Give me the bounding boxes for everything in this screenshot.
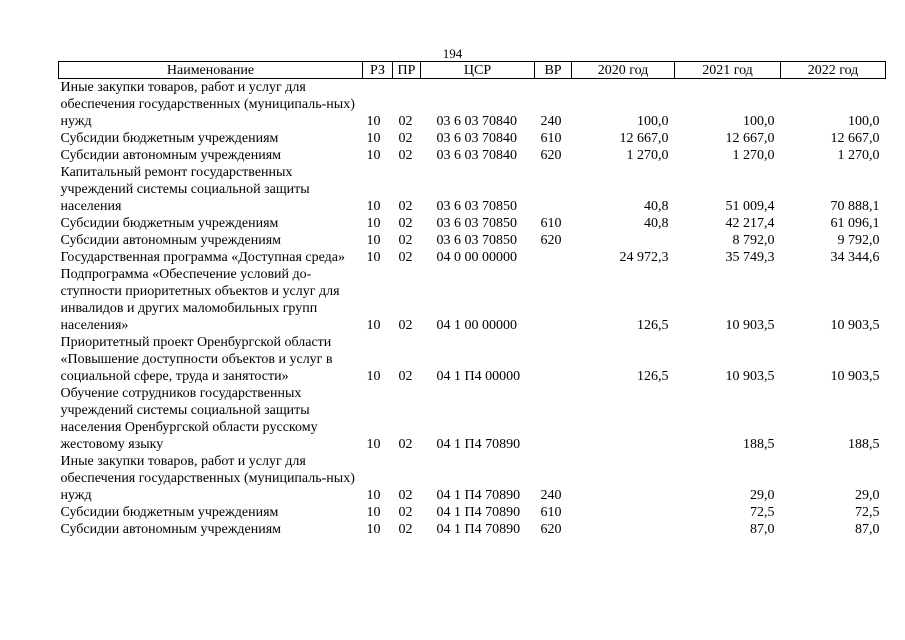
- cell-name: Иные закупки товаров, работ и услуг для обеспечения государственных (муниципаль-ных) нужд: [60, 80, 355, 129]
- cell-pr: 02: [398, 199, 413, 214]
- cell-rz: 10: [366, 250, 381, 265]
- cell-rz: 10: [366, 148, 381, 163]
- header-2021: 2021 год: [675, 62, 781, 79]
- table-row: [59, 334, 886, 385]
- cell-name: Субсидии бюджетным учреждениям: [60, 131, 279, 146]
- cell-csr: 03 6 03 70850: [436, 233, 517, 248]
- cell-2020: [572, 521, 675, 538]
- cell-csr: 03 6 03 70840: [436, 148, 517, 163]
- budget-table: [58, 61, 886, 538]
- cell-name: Субсидии автономным учреждениям: [60, 148, 282, 163]
- cell-2022: 70 888,1: [830, 199, 880, 214]
- cell-name: Капитальный ремонт государственных учреждений системы социальной защиты населения: [60, 165, 310, 214]
- cell-csr: 04 0 00 00000: [436, 250, 517, 265]
- cell-csr: 04 1 П4 70890: [436, 437, 521, 452]
- cell-2022: 87,0: [855, 522, 880, 537]
- cell-2020: 40,8: [644, 199, 669, 214]
- cell-csr: 03 6 03 70840: [436, 131, 517, 146]
- cell-csr: 04 1 П4 70890: [436, 522, 521, 537]
- cell-2022: 1 270,0: [837, 148, 880, 163]
- cell-name: Субсидии автономным учреждениям: [60, 522, 282, 537]
- header-name: Наименование: [59, 62, 363, 79]
- cell-2022: 61 096,1: [830, 216, 880, 231]
- table-row: [59, 215, 886, 232]
- cell-2020: 24 972,3: [619, 250, 669, 265]
- cell-2021: 100,0: [743, 114, 775, 129]
- cell-name: Обучение сотрудников государственных учреждений системы социальной защиты населения Оренбургской области русскому жестовому языку: [60, 386, 318, 452]
- cell-pr: 02: [398, 318, 413, 333]
- cell-name: Приоритетный проект Оренбургской области «Повышение доступности объектов и услуг в социальной сфере, труда и занятости»: [60, 335, 333, 384]
- cell-rz: 10: [366, 488, 381, 503]
- table-row: [59, 385, 886, 453]
- cell-pr: 02: [398, 233, 413, 248]
- header-pr: ПР: [393, 62, 421, 79]
- cell-rz: 10: [366, 522, 381, 537]
- cell-2021: 51 009,4: [725, 199, 775, 214]
- cell-pr: 02: [398, 488, 413, 503]
- cell-2021: 29,0: [750, 488, 775, 503]
- cell-vr: 240: [540, 488, 562, 503]
- table-row: [59, 147, 886, 164]
- cell-name: Государственная программа «Доступная среда»: [60, 250, 345, 265]
- cell-rz: 10: [366, 199, 381, 214]
- cell-2022: 29,0: [855, 488, 880, 503]
- cell-2021: 42 217,4: [725, 216, 775, 231]
- cell-2020: 1 270,0: [626, 148, 669, 163]
- cell-csr: 04 1 П4 00000: [436, 369, 521, 384]
- table-row: [59, 232, 886, 249]
- cell-vr: 610: [540, 505, 562, 520]
- cell-pr: 02: [398, 522, 413, 537]
- cell-2021: 8 792,0: [732, 233, 775, 248]
- table-row: [59, 521, 886, 538]
- cell-2021: 1 270,0: [732, 148, 775, 163]
- table-row: [59, 453, 886, 504]
- table-row: [59, 249, 886, 266]
- cell-vr: 610: [540, 216, 562, 231]
- cell-2020: [572, 504, 675, 521]
- cell-pr: 02: [398, 437, 413, 452]
- cell-2021: 10 903,5: [725, 369, 775, 384]
- cell-2022: 10 903,5: [830, 369, 880, 384]
- cell-name: Субсидии бюджетным учреждениям: [60, 505, 279, 520]
- cell-2021: 35 749,3: [725, 250, 775, 265]
- table-row: [59, 130, 886, 147]
- table-body: [59, 79, 886, 539]
- cell-csr: 04 1 П4 70890: [436, 488, 521, 503]
- header-vr: ВР: [535, 62, 572, 79]
- cell-2021: 87,0: [750, 522, 775, 537]
- cell-name: Субсидии автономным учреждениям: [60, 233, 282, 248]
- cell-2020: 126,5: [637, 369, 669, 384]
- header-rz: РЗ: [363, 62, 393, 79]
- cell-2021: 72,5: [750, 505, 775, 520]
- cell-vr: [535, 385, 572, 453]
- cell-name: Подпрограмма «Обеспечение условий до-ступности приоритетных объектов и услуг для инвалидов и других маломобильных групп населения»: [60, 267, 340, 333]
- cell-rz: 10: [366, 505, 381, 520]
- cell-pr: 02: [398, 131, 413, 146]
- cell-2022: 72,5: [855, 505, 880, 520]
- cell-2020: 40,8: [644, 216, 669, 231]
- cell-2020: [572, 385, 675, 453]
- table-row: [59, 164, 886, 215]
- cell-vr: [535, 164, 572, 215]
- header-2022: 2022 год: [781, 62, 886, 79]
- cell-csr: 04 1 00 00000: [436, 318, 517, 333]
- cell-2022: 188,5: [848, 437, 880, 452]
- header-row: [59, 62, 886, 79]
- table-header: [59, 62, 886, 79]
- cell-vr: 240: [540, 114, 562, 129]
- cell-vr: 620: [540, 522, 562, 537]
- cell-pr: 02: [398, 148, 413, 163]
- cell-vr: 620: [540, 233, 562, 248]
- cell-name: Субсидии бюджетным учреждениям: [60, 216, 279, 231]
- cell-2021: 12 667,0: [725, 131, 775, 146]
- cell-2022: 9 792,0: [837, 233, 880, 248]
- page-number: 194: [442, 46, 463, 61]
- cell-rz: 10: [366, 114, 381, 129]
- table-row: [59, 79, 886, 131]
- cell-csr: 03 6 03 70850: [436, 199, 517, 214]
- cell-pr: 02: [398, 216, 413, 231]
- cell-2022: 100,0: [848, 114, 880, 129]
- cell-pr: 02: [398, 114, 413, 129]
- cell-2021: 188,5: [743, 437, 775, 452]
- table-row: [59, 266, 886, 334]
- cell-2022: 12 667,0: [830, 131, 880, 146]
- table-row: [59, 504, 886, 521]
- cell-vr: [535, 249, 572, 266]
- cell-pr: 02: [398, 505, 413, 520]
- cell-2020: [572, 453, 675, 504]
- cell-rz: 10: [366, 437, 381, 452]
- cell-rz: 10: [366, 369, 381, 384]
- cell-vr: [535, 266, 572, 334]
- cell-2020: 126,5: [637, 318, 669, 333]
- cell-vr: [535, 334, 572, 385]
- cell-csr: 03 6 03 70840: [436, 114, 517, 129]
- cell-csr: 03 6 03 70850: [436, 216, 517, 231]
- cell-csr: 04 1 П4 70890: [436, 505, 521, 520]
- cell-vr: 620: [540, 148, 562, 163]
- cell-rz: 10: [366, 131, 381, 146]
- cell-2021: 10 903,5: [725, 318, 775, 333]
- cell-2022: 34 344,6: [830, 250, 880, 265]
- header-2020: 2020 год: [572, 62, 675, 79]
- cell-name: Иные закупки товаров, работ и услуг для обеспечения государственных (муниципаль-ных) нужд: [60, 454, 355, 503]
- cell-rz: 10: [366, 233, 381, 248]
- cell-rz: 10: [366, 318, 381, 333]
- cell-2020: 12 667,0: [619, 131, 669, 146]
- cell-vr: 610: [540, 131, 562, 146]
- header-csr: ЦСР: [421, 62, 535, 79]
- cell-2020: 100,0: [637, 114, 669, 129]
- cell-rz: 10: [366, 216, 381, 231]
- cell-2022: 10 903,5: [830, 318, 880, 333]
- cell-2020: [572, 232, 675, 249]
- cell-pr: 02: [398, 369, 413, 384]
- cell-pr: 02: [398, 250, 413, 265]
